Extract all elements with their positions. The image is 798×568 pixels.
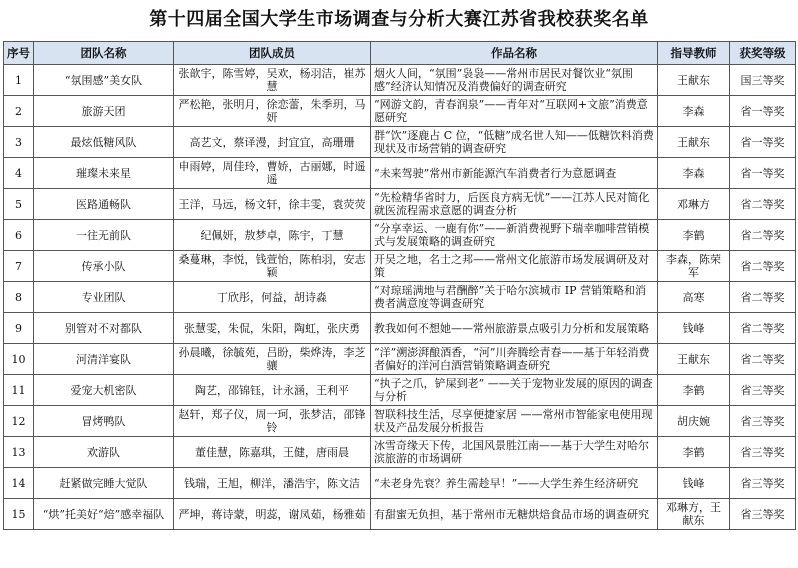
table-row	[4, 468, 796, 499]
cell-work: 群“饮”逐鹿占 C 位，“低糖”成名世人知——低糖饮料消费现状及市场营销的调查研究	[371, 127, 658, 158]
cell-team: 一往无前队	[34, 220, 174, 251]
cell-no: 8	[4, 282, 34, 313]
cell-no: 9	[4, 313, 34, 344]
cell-team: 河清洋宴队	[34, 344, 174, 375]
cell-teacher: 李鹤	[658, 220, 730, 251]
cell-members: 赵轩，郑子仪，周一珂，张梦洁，邵锋铃	[174, 406, 371, 437]
cell-work: “未来驾驶”常州市新能源汽车消费者行为意愿调查	[371, 158, 658, 189]
table-header-row	[4, 42, 796, 65]
cell-teacher: 李森，陈荣军	[658, 251, 730, 282]
cell-no: 6	[4, 220, 34, 251]
header-award: 获奖等级	[730, 42, 796, 65]
cell-work: “未老身先衰？养生需趁早！”——大学生养生经济研究	[371, 468, 658, 499]
cell-teacher: 王献东	[658, 344, 730, 375]
cell-members: 张歆宇，陈雪婷，吴欢，杨羽洁，崔苏慧	[174, 65, 371, 96]
cell-teacher: 李鹤	[658, 437, 730, 468]
cell-team: 璀璨未来星	[34, 158, 174, 189]
cell-no: 12	[4, 406, 34, 437]
cell-team: 别管对不对都队	[34, 313, 174, 344]
table-row	[4, 282, 796, 313]
cell-members: 严坤，蒋诗蒙，明蕊，谢凤茹，杨雅茹	[174, 499, 371, 530]
table-row	[4, 127, 796, 158]
cell-teacher: 钱峰	[658, 313, 730, 344]
cell-award: 省一等奖	[730, 158, 796, 189]
table-row	[4, 65, 796, 96]
table-row	[4, 344, 796, 375]
cell-work: 烟火人间，“氛围”袅袅——常州市居民对餐饮业“氛围感”经济认知情况及消费偏好的调查研究	[371, 65, 658, 96]
cell-award: 省二等奖	[730, 344, 796, 375]
cell-members: 桑蔓琳，李悦，钱萱怡，陈柏羽，安志颖	[174, 251, 371, 282]
cell-team: 赶紧做完睡大觉队	[34, 468, 174, 499]
table-row	[4, 406, 796, 437]
cell-award: 省三等奖	[730, 437, 796, 468]
cell-teacher: 邓琳方，王献东	[658, 499, 730, 530]
cell-award: 省二等奖	[730, 251, 796, 282]
cell-no: 14	[4, 468, 34, 499]
table-row	[4, 158, 796, 189]
page-title: 第十四届全国大学生市场调查与分析大赛江苏省我校获奖名单	[149, 9, 649, 30]
cell-team: 爱宠大机密队	[34, 375, 174, 406]
cell-award: 省二等奖	[730, 282, 796, 313]
cell-award: 省三等奖	[730, 468, 796, 499]
cell-work: “洋”溯澎湃酿酒香，“河”川奔腾绘青春——基于年轻消费者偏好的洋河白酒营销策略调查研究	[371, 344, 658, 375]
cell-teacher: 李鹤	[658, 375, 730, 406]
table-row	[4, 499, 796, 530]
cell-award: 省一等奖	[730, 96, 796, 127]
cell-work: 有甜蜜无负担，基于常州市无糖烘焙食品市场的调查研究	[371, 499, 658, 530]
cell-teacher: 王献东	[658, 65, 730, 96]
cell-work: “先检精华省时力，后医良方病无忧”——江苏人民对简化就医流程需求意愿的调查分析	[371, 189, 658, 220]
cell-no: 5	[4, 189, 34, 220]
cell-work: “执子之爪，铲屎到老” ——关于宠物业发展的原因的调查与分析	[371, 375, 658, 406]
cell-award: 国三等奖	[730, 65, 796, 96]
cell-no: 3	[4, 127, 34, 158]
cell-work: “对琼瑶满地与君酬醉”关于哈尔滨城市 IP 营销策略和消费者满意度等调查研究	[371, 282, 658, 313]
cell-no: 13	[4, 437, 34, 468]
header-team: 团队名称	[34, 42, 174, 65]
cell-members: 丁欣彤，何益，胡诗淼	[174, 282, 371, 313]
cell-award: 省二等奖	[730, 313, 796, 344]
cell-teacher: 邓琳方	[658, 189, 730, 220]
cell-work: “分享幸运、一鹿有你”——新消费视野下瑞幸咖啡营销模式与发展策略的调查研究	[371, 220, 658, 251]
header-teacher: 指导教师	[658, 42, 730, 65]
cell-award: 省二等奖	[730, 220, 796, 251]
cell-members: 董佳慧，陈嘉琪，王健，唐雨晨	[174, 437, 371, 468]
cell-team: “烘”托美好“焙”感幸福队	[34, 499, 174, 530]
cell-members: 钱瑞，王旭，柳洋，潘浩宇，陈文洁	[174, 468, 371, 499]
cell-no: 7	[4, 251, 34, 282]
cell-team: 欢游队	[34, 437, 174, 468]
cell-teacher: 钱峰	[658, 468, 730, 499]
cell-team: “氛围感”美女队	[34, 65, 174, 96]
cell-no: 1	[4, 65, 34, 96]
cell-team: 医路通畅队	[34, 189, 174, 220]
cell-team: 冒烤鸭队	[34, 406, 174, 437]
table-row	[4, 375, 796, 406]
header-work: 作品名称	[371, 42, 658, 65]
cell-no: 15	[4, 499, 34, 530]
cell-award: 省一等奖	[730, 127, 796, 158]
cell-members: 纪佩妍，敖梦卓，陈宇，丁慧	[174, 220, 371, 251]
cell-teacher: 高寒	[658, 282, 730, 313]
cell-members: 高艺文，蔡译漫，封宜宜，高珊珊	[174, 127, 371, 158]
cell-no: 2	[4, 96, 34, 127]
cell-award: 省三等奖	[730, 499, 796, 530]
cell-teacher: 李森	[658, 158, 730, 189]
cell-no: 10	[4, 344, 34, 375]
cell-team: 最炫低糖风队	[34, 127, 174, 158]
cell-award: 省三等奖	[730, 406, 796, 437]
table-row	[4, 437, 796, 468]
cell-work: 教我如何不想她——常州旅游景点吸引力分析和发展策略	[371, 313, 658, 344]
header-members: 团队成员	[174, 42, 371, 65]
cell-work: 冰雪奇缘天下传，北国风景胜江南——基于大学生对哈尔滨旅游的市场调研	[371, 437, 658, 468]
cell-members: 王洋，马远，杨文轩，徐丰雯，袁荧荧	[174, 189, 371, 220]
header-no: 序号	[4, 42, 34, 65]
cell-teacher: 王献东	[658, 127, 730, 158]
table-row	[4, 189, 796, 220]
cell-team: 专业团队	[34, 282, 174, 313]
cell-team: 传承小队	[34, 251, 174, 282]
cell-no: 11	[4, 375, 34, 406]
table-row	[4, 96, 796, 127]
award-table	[3, 41, 796, 530]
cell-work: “网游文韵，青春润泉”——青年对“互联网+文旅”消费意愿研究	[371, 96, 658, 127]
cell-work: 智联科技生活，尽享便捷家居 ——常州市智能家电使用现状及产品发展分析报告	[371, 406, 658, 437]
cell-teacher: 李森	[658, 96, 730, 127]
table-row	[4, 313, 796, 344]
cell-members: 陶艺，邵锦钰，计永涵，王利平	[174, 375, 371, 406]
table-row	[4, 251, 796, 282]
cell-members: 申雨婷，周佳玲，曹娇，古丽娜，时遥遥	[174, 158, 371, 189]
cell-members: 孙晨曦，徐毓苑，吕盼，柴烨涛，李芝骧	[174, 344, 371, 375]
cell-team: 旅游天团	[34, 96, 174, 127]
cell-award: 省三等奖	[730, 375, 796, 406]
cell-members: 严松艳，张明月，徐恋蕾，朱季玥，马妍	[174, 96, 371, 127]
cell-work: 开吴之地，名士之邦——常州文化旅游市场发展调研及对策	[371, 251, 658, 282]
cell-members: 张慧雯，朱侃，朱阳，陶虹，张庆勇	[174, 313, 371, 344]
cell-award: 省二等奖	[730, 189, 796, 220]
cell-no: 4	[4, 158, 34, 189]
cell-teacher: 胡庆婉	[658, 406, 730, 437]
table-row	[4, 220, 796, 251]
